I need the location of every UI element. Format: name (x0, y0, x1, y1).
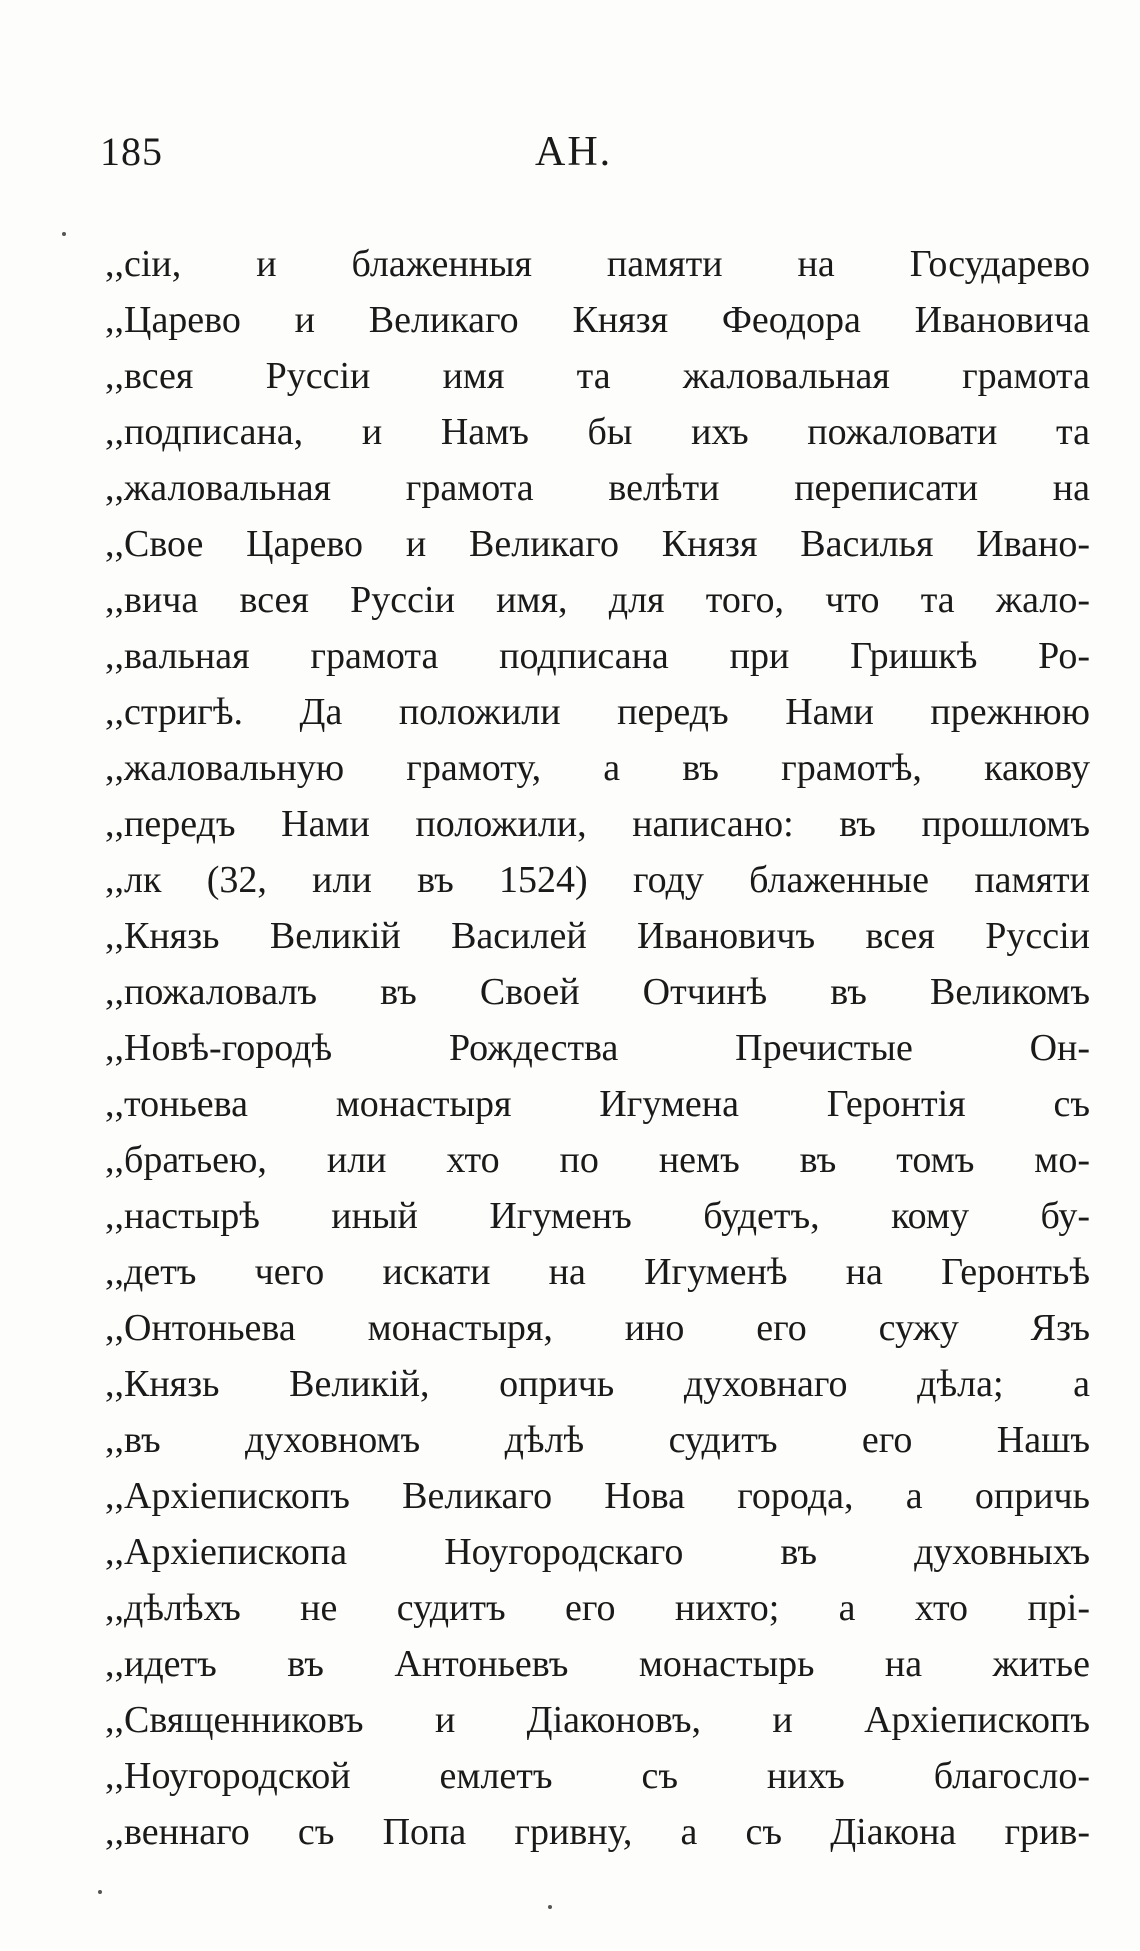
text-line: ,,Царево и Великаго Князя Феодора Ивановича (105, 299, 1090, 341)
ink-speck (548, 1905, 552, 1909)
text-line: ,,лк (32, или въ 1524) году блаженные памяти (105, 859, 1090, 901)
text-line: ,,Онтоньева монастыря, ино его сужу Язъ (105, 1307, 1090, 1349)
text-line: ,,пожаловалъ въ Своей Отчинѣ въ Великомъ (105, 971, 1090, 1013)
text-line: ,,всея Руссіи имя та жаловальная грамота (105, 355, 1090, 397)
text-line: ,,веннаго съ Попа гривну, а съ Діакона грив- (105, 1811, 1090, 1853)
running-head: АН. (535, 129, 613, 175)
text-line: ,,Архіепископъ Великаго Нова города, а опричь (105, 1475, 1090, 1517)
text-line: ,,Новѣ-городѣ Рождества Пречистые Он- (105, 1027, 1090, 1069)
page-header (100, 128, 1080, 188)
text-line: ,,братьею, или хто по немъ въ томъ мо- (105, 1139, 1090, 1181)
text-line: ,,вича всея Руссіи имя, для того, что та жало- (105, 579, 1090, 621)
text-line: ,,дѣлѣхъ не судитъ его нихто; а хто прі- (105, 1587, 1090, 1629)
text-line: ,,настырѣ иный Игуменъ будетъ, кому бу- (105, 1195, 1090, 1237)
text-line: ,,идетъ въ Антоньевъ монастырь на житье (105, 1643, 1090, 1685)
ink-speck (98, 1890, 102, 1894)
text-line: ,,вальная грамота подписана при Гришкѣ Ро- (105, 635, 1090, 677)
ink-speck (62, 232, 66, 236)
text-line: ,,жаловальную грамоту, а въ грамотѣ, какову (105, 747, 1090, 789)
text-line: ,,тоньева монастыря Игумена Геронтія съ (105, 1083, 1090, 1125)
text-line: ,,Князь Великій, опричь духовнаго дѣла; а (105, 1363, 1090, 1405)
text-line: ,,подписана, и Намъ бы ихъ пожаловати та (105, 411, 1090, 453)
text-line: ,,детъ чего искати на Игуменѣ на Геронтьѣ (105, 1251, 1090, 1293)
text-line: ,,стригѣ. Да положили передъ Нами прежнюю (105, 691, 1090, 733)
text-line: ,,въ духовномъ дѣлѣ судитъ его Нашъ (105, 1419, 1090, 1461)
page-number: 185 (100, 129, 163, 174)
body-text (105, 236, 1090, 1860)
text-line: ,,передъ Нами положили, написано: въ прошломъ (105, 803, 1090, 845)
text-line: ,,Ноугородской емлетъ съ нихъ благосло- (105, 1755, 1090, 1797)
text-line: ,,Архіепископа Ноугородскаго въ духовныхъ (105, 1531, 1090, 1573)
text-line: ,,Священниковъ и Діаконовъ, и Архіепископъ (105, 1699, 1090, 1741)
text-line: ,,сіи, и блаженныя памяти на Государево (105, 243, 1090, 285)
text-line: ,,жаловальная грамота велѣти переписати на (105, 467, 1090, 509)
text-line: ,,Князь Великій Василей Ивановичъ всея Руссіи (105, 915, 1090, 957)
text-line: ,,Свое Царево и Великаго Князя Василья Ивано- (105, 523, 1090, 565)
